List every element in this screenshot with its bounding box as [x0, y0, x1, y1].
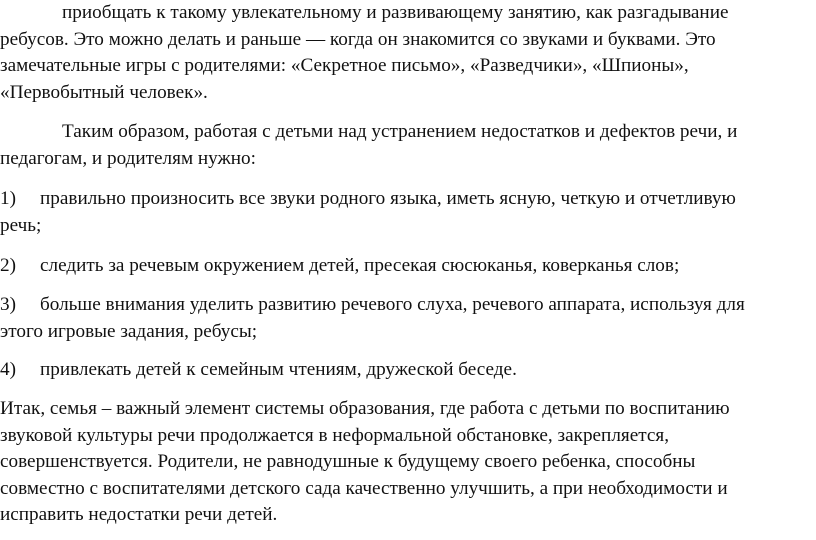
paragraph-intro — [0, 0, 816, 106]
text-line: ребусов. Это можно делать и раньше — когда он знакомится со звуками и буквами. Это — [0, 28, 716, 50]
text-line: исправить недостатки речи детей. — [0, 504, 278, 525]
paragraph-conclusion — [0, 396, 816, 529]
paragraph-summary — [0, 119, 816, 172]
list-item — [0, 253, 816, 280]
text-line: замечательные игры с родителями: «Секретное письмо», «Разведчики», «Шпионы», — [0, 55, 689, 76]
list-text: привлекать детей к семейным чтениям, дружеской беседе. — [40, 359, 517, 380]
list-number: 3) — [0, 294, 16, 315]
list-item — [0, 357, 816, 384]
list-text-continuation: этого игровые задания, ребусы; — [0, 320, 258, 342]
text-line: «Первобытный человек». — [0, 81, 208, 103]
text-line: совершенствуется. Родители, не равнодушные к будущему своего ребенка, способны — [0, 451, 696, 472]
text-line: совместно с воспитателями детского сада качественно улучшить, а при необходимости и — [0, 477, 728, 499]
list-text: следить за речевым окружением детей, пресекая сюсюканья, коверканья слов; — [40, 255, 680, 276]
text-line: педагогам, и родителям нужно: — [0, 147, 256, 169]
list-number: 4) — [0, 359, 16, 380]
list-text-continuation: речь; — [0, 214, 42, 236]
list-number: 2) — [0, 255, 16, 276]
text-line: Таким образом, работая с детьми над устранением недостатков и дефектов речи, и — [62, 121, 738, 142]
list-text: правильно произносить все звуки родного языка, иметь ясную, четкую и отчетливую — [40, 188, 736, 209]
list-item — [0, 292, 816, 345]
list-item — [0, 186, 816, 239]
text-line: Итак, семья – важный элемент системы образования, где работа с детьми по воспитанию — [0, 398, 730, 419]
text-line: приобщать к такому увлекательному и развивающему занятию, как разгадывание — [62, 2, 729, 23]
list-text: больше внимания уделить развитию речевого слуха, речевого аппарата, используя для — [40, 294, 745, 315]
list-number: 1) — [0, 188, 16, 209]
text-line: звуковой культуры речи продолжается в неформальной обстановке, закрепляется, — [0, 424, 669, 446]
